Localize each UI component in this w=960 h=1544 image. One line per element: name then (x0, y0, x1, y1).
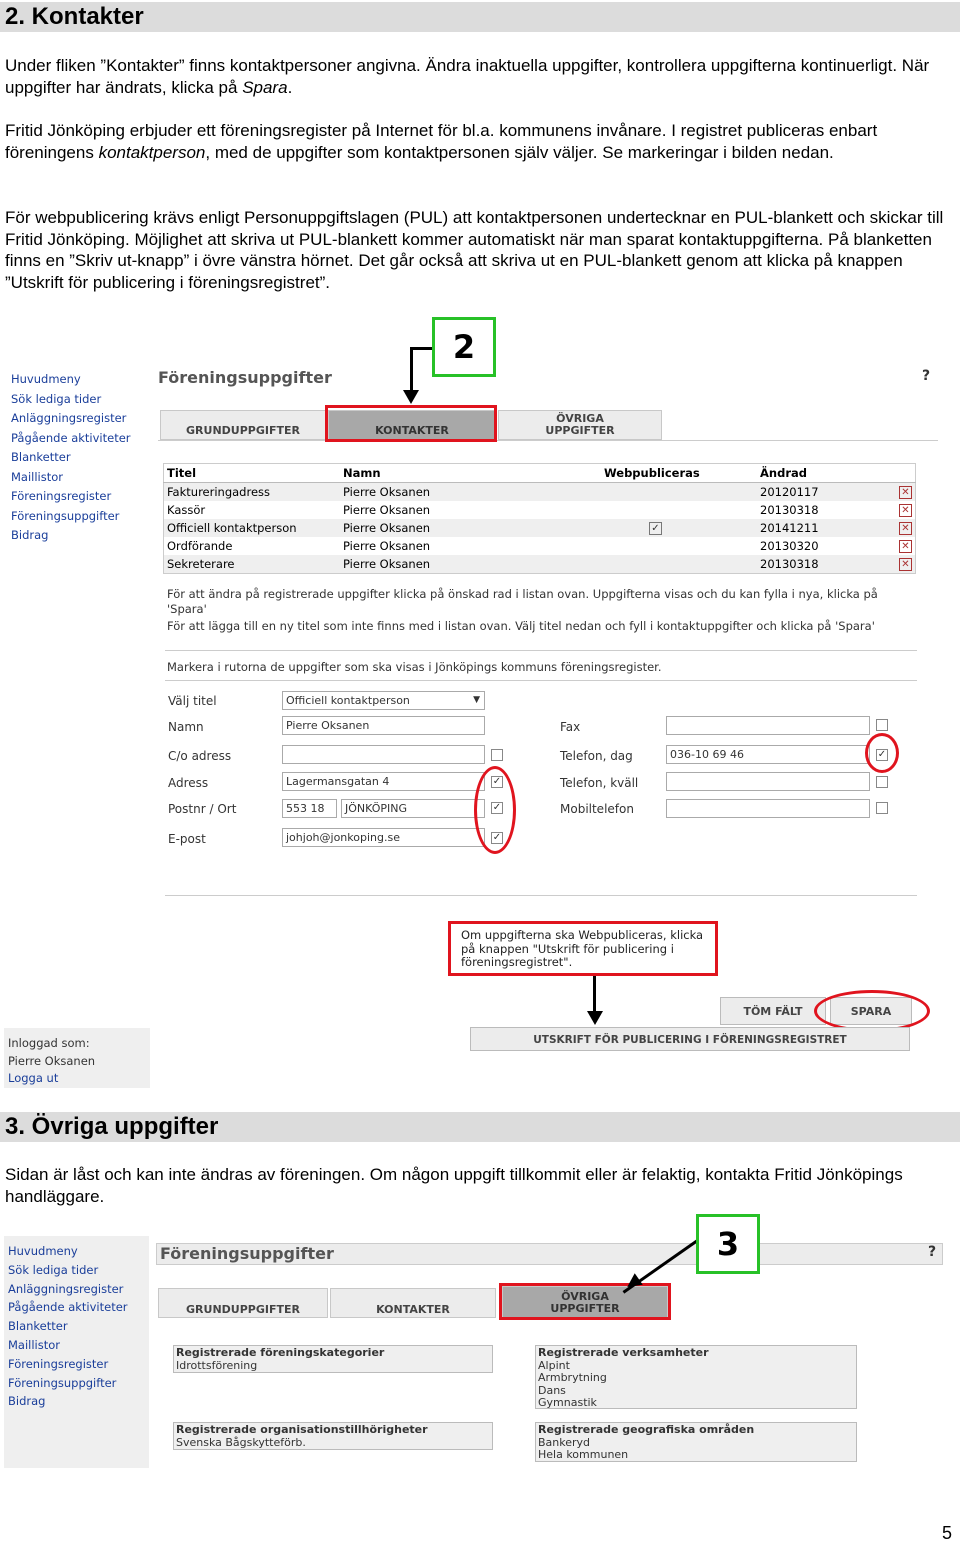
callout-number-2: 2 (432, 317, 496, 377)
epost-field[interactable]: johjoh@jonkoping.se (282, 828, 485, 847)
co-adress-label: C/o adress (168, 749, 232, 763)
highlight-kontakter (325, 405, 497, 442)
delete-icon[interactable]: ✕ (899, 558, 912, 571)
section-3-heading (0, 1112, 960, 1142)
nav-item[interactable]: Bidrag (8, 1394, 46, 1409)
panel-organisation: Registrerade organisationstillhörigheter Svenska Bågskytteförb. (173, 1422, 493, 1450)
page-title: Föreningsuppgifter (158, 368, 332, 387)
contacts-table (163, 463, 916, 574)
epost-label: E-post (168, 832, 206, 846)
co-adress-field[interactable] (282, 745, 485, 764)
nav-item[interactable]: Sök lediga tider (11, 391, 102, 406)
tab-kontakter[interactable]: KONTAKTER (328, 410, 496, 440)
adress-checkbox[interactable]: ✓ (492, 776, 502, 787)
paragraph-register: Fritid Jönköping erbjuder ett föreningsregister på Internet för bl.a. kommunens invånare. I registret publiceras enbart föreningens kontaktperson, med de uppgifter som kontaktpersonen själv väljer. Se markeringar i bilden nedan. (5, 121, 878, 162)
table-row[interactable]: Sekreterare Pierre Oksanen 20130318 ✕ (164, 555, 916, 574)
nav-item[interactable]: Sök lediga tider (8, 1262, 99, 1277)
fax-label: Fax (560, 720, 581, 734)
paragraph-pul: För webpublicering krävs enligt Personuppgiftslagen (PUL) att kontaktpersonen undertecknar en PUL-blankett och skickar till Fritid Jönköping. Möjlighet att skriva ut PUL-blankett kommer automatiskt när man sparat kontaktuppgifterna. På blanketten finns en ”Skriv ut-knapp” i övre vänstra hörnet. Det går också att skriva ut en PUL-blankett genom att klicka på knappen ”Utskrift för publicering i föreningsregistret”. (5, 208, 944, 292)
arrow-head (403, 390, 419, 404)
telefon-kvall-field[interactable] (666, 772, 870, 791)
nav-item[interactable]: Huvudmeny (8, 1244, 78, 1258)
instruction-text: För att ändra på registrerade uppgifter klicka på önskad rad i listan ovan. Uppgifterna visas och du kan fylla i nya, klicka på 'Spara' (167, 587, 878, 616)
tab-ovriga-uppgifter[interactable]: ÖVRIGA UPPGIFTER (502, 1286, 668, 1318)
postnr-ort-label: Postnr / Ort (168, 802, 237, 816)
delete-icon[interactable]: ✕ (899, 540, 912, 553)
nav-item[interactable]: Maillistor (8, 1337, 61, 1352)
section-2-heading (0, 2, 960, 32)
help-icon[interactable]: ? (928, 1244, 937, 1260)
section-3-title: 3. Övriga uppgifter (5, 1113, 219, 1140)
nav-item[interactable]: Pågående aktiviteter (11, 430, 131, 445)
delete-icon[interactable]: ✕ (899, 504, 912, 517)
login-panel (4, 1028, 150, 1088)
callout-note: Om uppgifterna ska Webpubliceras, klicka på knappen "Utskrift för publicering i föreningsregistret". (448, 921, 718, 976)
side-nav (11, 370, 131, 546)
nav-item[interactable]: Anläggningsregister (11, 411, 127, 425)
chevron-down-icon: ▼ (473, 695, 480, 705)
nav-item[interactable]: Maillistor (11, 469, 64, 484)
highlight-checkboxes-left (474, 766, 516, 854)
tab-grunduppgifter[interactable]: GRUNDUPPGIFTER (160, 410, 326, 440)
paragraph-intro: Under fliken ”Kontakter” finns kontaktpersoner angivna. Ändra inaktuella uppgifter, kontrollera uppgifterna kontinuerligt. När uppgifter har ändrats, klicka på Spara. (5, 56, 930, 97)
col-namn: Namn (340, 464, 601, 483)
nav-item[interactable]: Blanketter (8, 1319, 68, 1334)
utskrift-button[interactable]: UTSKRIFT FÖR PUBLICERING I FÖRENINGSREGISTRET (470, 1027, 910, 1051)
adress-field[interactable]: Lagermansgatan 4 (282, 772, 485, 791)
telefon-dag-field[interactable]: 036-10 69 46 (666, 745, 870, 764)
delete-icon[interactable]: ✕ (899, 522, 912, 535)
telefon-kvall-label: Telefon, kväll (560, 776, 639, 790)
nav-item[interactable]: Huvudmeny (11, 372, 81, 386)
web-checkbox[interactable]: ✓ (649, 522, 662, 535)
nav-item[interactable]: Föreningsregister (11, 489, 112, 503)
fax-checkbox[interactable] (876, 719, 888, 731)
ort-field[interactable]: JÖNKÖPING (341, 799, 485, 818)
tab-ovriga-uppgifter[interactable]: ÖVRIGA UPPGIFTER (498, 410, 662, 440)
section-2-title: 2. Kontakter (5, 3, 144, 30)
tab-kontakter[interactable]: KONTAKTER (330, 1288, 496, 1318)
postnr-field[interactable]: 553 18 (282, 799, 337, 818)
mobiltelefon-field[interactable] (666, 799, 870, 818)
callout-number-3: 3 (696, 1214, 760, 1274)
nav-item[interactable]: Föreningsuppgifter (8, 1375, 117, 1390)
nav-item[interactable]: Föreningsregister (8, 1356, 109, 1371)
co-adress-checkbox[interactable] (491, 749, 503, 761)
col-titel: Titel (164, 464, 341, 483)
page-number: 5 (942, 1523, 953, 1543)
paragraph-ovriga: Sidan är låst och kan inte ändras av föreningen. Om någon uppgift tillkommit eller är felaktig, kontakta Fritid Jönköpings handläggare. (5, 1165, 903, 1206)
nav-item[interactable]: Pågående aktiviteter (8, 1300, 128, 1315)
arrow-line (593, 976, 596, 1014)
table-row[interactable]: Faktureringadress Pierre Oksanen 20120117 ✕ (164, 483, 916, 502)
telefon-kvall-checkbox[interactable] (876, 776, 888, 788)
arrow-head (587, 1011, 603, 1025)
table-row[interactable]: Ordförande Pierre Oksanen 20130320 ✕ (164, 537, 916, 555)
panel-kategorier: Registrerade föreningskategorier Idrottsförening (173, 1345, 493, 1373)
page-title-2: Föreningsuppgifter (160, 1244, 334, 1263)
table-row[interactable]: Officiell kontaktperson Pierre Oksanen ✓ 20141211 ✕ (164, 519, 916, 537)
tab-grunduppgifter[interactable]: GRUNDUPPGIFTER (158, 1288, 328, 1318)
panel-geografi: Registrerade geografiska områden Bankeryd Hela kommunen (535, 1422, 857, 1462)
valj-titel-label: Välj titel (168, 694, 217, 708)
save-button[interactable]: SPARA (830, 997, 912, 1025)
side-nav-2 (8, 1242, 128, 1411)
epost-checkbox[interactable]: ✓ (492, 832, 502, 843)
delete-icon[interactable]: ✕ (899, 486, 912, 499)
postnr-checkbox[interactable]: ✓ (492, 802, 502, 813)
login-label: Inloggad som: (8, 1036, 90, 1050)
mobiltelefon-checkbox[interactable] (876, 802, 888, 814)
telefon-dag-checkbox[interactable]: ✓ (877, 749, 887, 760)
nav-item[interactable]: Blanketter (11, 450, 71, 464)
instruction-text: För att lägga till en ny titel som inte finns med i listan ovan. Välj titel nedan och fyll i kontaktuppgifter och klicka på 'Spara' (167, 619, 875, 633)
login-user: Pierre Oksanen (8, 1053, 96, 1068)
nav-item[interactable]: Föreningsuppgifter (11, 508, 120, 523)
tom-falt-button[interactable]: TÖM FÄLT (720, 997, 826, 1025)
titel-select[interactable]: Officiell kontaktperson ▼ (282, 691, 485, 710)
adress-label: Adress (168, 776, 209, 790)
arrow-line (410, 347, 413, 392)
panel-verksamheter: Registrerade verksamheter Alpint Armbrytning Dans Gymnastik (535, 1345, 857, 1409)
namn-label: Namn (168, 720, 204, 734)
table-row[interactable]: Kassör Pierre Oksanen 20130318 ✕ (164, 501, 916, 519)
namn-field[interactable]: Pierre Oksanen (282, 716, 485, 735)
col-webpubliceras: Webpubliceras (601, 464, 757, 483)
highlight-ovriga (499, 1283, 671, 1320)
help-icon[interactable]: ? (922, 368, 931, 384)
fax-field[interactable] (666, 716, 870, 735)
telefon-dag-label: Telefon, dag (560, 749, 633, 763)
logout-link[interactable]: Logga ut (8, 1071, 59, 1085)
nav-item[interactable]: Anläggningsregister (8, 1281, 124, 1296)
instruction-text: Markera i rutorna de uppgifter som ska visas i Jönköpings kommuns föreningsregister. (167, 660, 662, 674)
highlight-checkbox-right (865, 733, 899, 773)
mobiltelefon-label: Mobiltelefon (560, 802, 634, 816)
nav-item[interactable]: Bidrag (11, 528, 49, 542)
highlight-spara (814, 990, 930, 1032)
col-andrad: Ändrad (757, 464, 879, 483)
